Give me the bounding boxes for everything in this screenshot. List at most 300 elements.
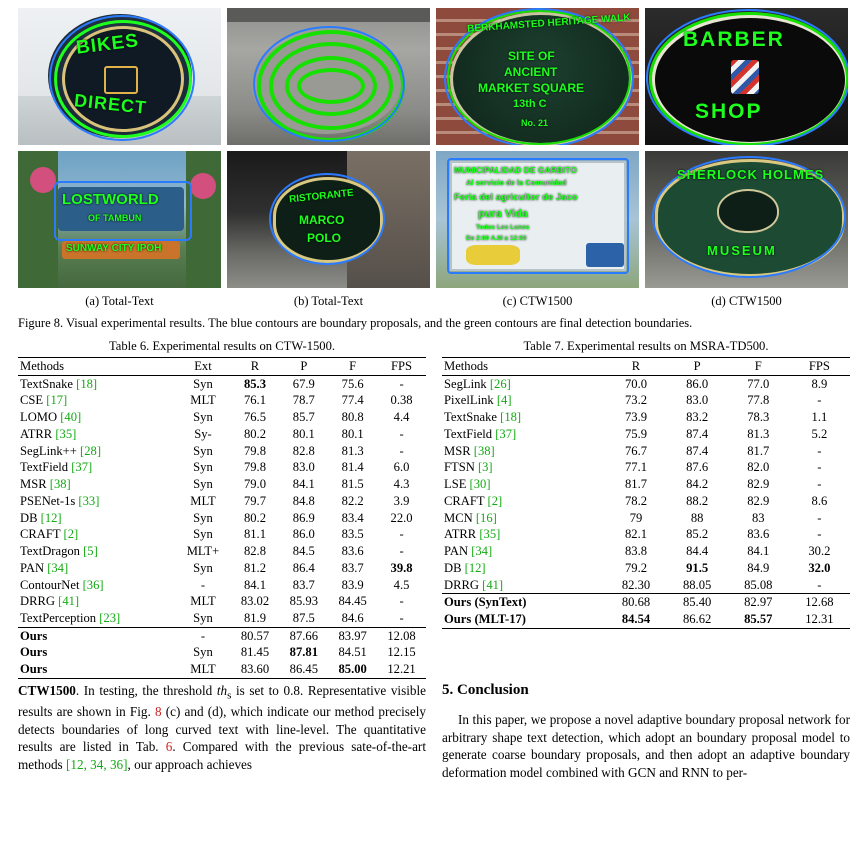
table-row <box>18 560 426 577</box>
cell-p: 80.1 <box>292 426 315 441</box>
figure-subcaptions <box>18 294 850 309</box>
cell-method <box>18 426 175 443</box>
cell-f: 81.3 <box>747 426 770 441</box>
cell-fps: 12.15 <box>387 645 416 660</box>
cell-method <box>442 510 605 527</box>
cell-ext: Syn <box>193 460 213 475</box>
citation-ref[interactable]: [18] <box>72 376 98 391</box>
cell-method <box>442 375 605 392</box>
cell-p: 88.05 <box>682 577 712 592</box>
citation-ref[interactable]: [34] <box>44 560 69 575</box>
cell-r: 73.9 <box>624 410 648 425</box>
cell-ext: Sy- <box>194 426 212 441</box>
cell-p: 83.0 <box>686 393 709 408</box>
cell-r: 81.7 <box>624 477 648 492</box>
cell-fps: 8.9 <box>789 375 850 392</box>
figure-8 <box>18 8 850 332</box>
citation-ref[interactable]: [18] <box>496 410 522 425</box>
table-row <box>442 510 850 527</box>
figure-image-barber-shop: BARBER SHOP <box>645 8 848 145</box>
method-label: SegLink <box>444 376 487 391</box>
cell-method <box>442 459 605 476</box>
cell-f: 84.45 <box>338 594 367 609</box>
cell-f: 80.8 <box>341 410 364 425</box>
cell-fps: - <box>817 510 822 525</box>
method-label: CSE <box>20 393 44 408</box>
method-label: TextField <box>444 426 493 441</box>
cell-r: 79.2 <box>624 560 648 575</box>
cell-ext: Syn <box>193 527 213 542</box>
cell-method <box>18 661 175 678</box>
figure-caption: Figure 8. Visual experimental results. The blue contours are boundary proposals, and the green contours are final detection boundaries. <box>18 316 693 330</box>
figure-row-top <box>18 8 850 145</box>
cell-p: 85.2 <box>686 527 709 542</box>
cell-p: 91.5 <box>686 560 709 575</box>
table-row <box>442 443 850 460</box>
cell-ext: MLT <box>190 594 216 609</box>
cell-p: 84.2 <box>686 477 709 492</box>
citation-ref[interactable]: [36] <box>79 577 104 592</box>
method-label: TextSnake <box>20 376 73 391</box>
cell-r: 85.3 <box>231 375 280 392</box>
cell-p: 82.8 <box>292 443 315 458</box>
cell-method <box>442 443 605 460</box>
table-row <box>18 543 426 560</box>
table-row <box>18 510 426 527</box>
table-6-title: Table 6. Experimental results on CTW-1500. <box>108 339 336 353</box>
cell-f: 84.51 <box>338 645 367 660</box>
table-row <box>18 375 426 392</box>
cell-r: 81.1 <box>243 527 266 542</box>
method-label: MSR <box>444 443 471 458</box>
cell-r: 80.68 <box>605 594 666 611</box>
cell-fps: 22.0 <box>390 510 413 525</box>
cell-fps: 12.21 <box>377 661 426 678</box>
cell-p: 83.0 <box>292 460 315 475</box>
cell-p: 78.7 <box>292 393 315 408</box>
citation-ref[interactable]: [12, 34, 36] <box>66 756 128 772</box>
table-row <box>442 426 850 443</box>
t6-col-p: P <box>279 358 328 376</box>
citation-ref[interactable]: [37] <box>492 426 517 441</box>
citation-ref[interactable]: [3] <box>474 460 493 475</box>
cell-ext: - <box>200 577 206 592</box>
cell-ext: Syn <box>193 443 213 458</box>
cell-f: 82.9 <box>747 477 770 492</box>
cell-method <box>18 443 175 460</box>
cell-ext: Syn <box>175 375 230 392</box>
citation-ref[interactable]: [23] <box>96 611 121 626</box>
cell-method <box>18 510 175 527</box>
cell-p: 88.2 <box>686 493 709 508</box>
cell-ext: Syn <box>193 410 213 425</box>
method-label: Ours <box>20 645 48 660</box>
figure-image-ristorante-marco-polo: RISTORANTE MARCO POLO <box>227 151 430 288</box>
cell-fps: 4.5 <box>393 577 410 592</box>
cell-r: 84.54 <box>605 611 666 628</box>
table-row <box>442 459 850 476</box>
cell-ext: - <box>175 627 230 644</box>
figure-subcaption-a: (a) Total-Text <box>85 294 154 308</box>
t6-col-ext: Ext <box>175 358 230 376</box>
cell-r: 70.0 <box>605 375 666 392</box>
cell-fps: 6.0 <box>393 460 410 475</box>
citation-ref[interactable]: [41] <box>55 594 80 609</box>
cell-r: 81.2 <box>243 560 266 575</box>
cell-method <box>442 611 605 628</box>
t7-col-methods: Methods <box>442 358 605 376</box>
cell-method <box>18 627 175 644</box>
cell-method <box>18 560 175 577</box>
cell-f: 85.08 <box>744 577 773 592</box>
table-row <box>442 375 850 392</box>
t7-col-p: P <box>667 358 728 376</box>
cell-r: 82.8 <box>243 544 266 559</box>
cell-fps: - <box>817 393 822 408</box>
cell-f: 83.4 <box>341 510 364 525</box>
table-row <box>18 459 426 476</box>
cell-r: 81.9 <box>243 611 266 626</box>
figure-image-municipalidad-garbito: MUNICIPALIDAD DE GARBITO Al servicio de la Comunidad Feria del agricultor de Jaco pura Vida Todos Los Lunes De 2:00 A.M a 12:00 <box>436 151 639 288</box>
cell-fps: - <box>817 477 822 492</box>
method-label: Ours (SynText) <box>444 595 527 610</box>
table-7 <box>442 357 850 629</box>
cell-r: 76.7 <box>624 443 648 458</box>
ctw1500-lead: CTW1500 <box>18 683 76 698</box>
cell-fps: 12.31 <box>789 611 850 628</box>
cell-f: 84.1 <box>747 544 770 559</box>
cell-r: 84.1 <box>243 577 266 592</box>
table-row <box>442 560 850 577</box>
cell-f: 82.97 <box>728 594 789 611</box>
cell-method <box>442 476 605 493</box>
t7-col-fps: FPS <box>789 358 850 376</box>
method-label: Ours <box>20 628 48 643</box>
cell-r: 75.9 <box>624 426 648 441</box>
method-label: MSR <box>20 477 47 492</box>
cell-ext: MLT <box>175 661 230 678</box>
cell-r: 83.60 <box>231 661 280 678</box>
table-row <box>18 443 426 460</box>
cell-fps: - <box>399 426 404 441</box>
cell-f: 85.00 <box>328 661 377 678</box>
table-row <box>18 526 426 543</box>
cell-r: 79 <box>629 510 643 525</box>
table-6-wrapper <box>18 339 426 679</box>
cell-f: 83.6 <box>747 527 770 542</box>
citation-ref[interactable]: [34] <box>468 544 493 559</box>
figure-image-berkhamsted-plaque: BERKHAMSTED HERITAGE WALK SITE OF ANCIENT MARKET SQUARE 13th C No. 21 <box>436 8 639 145</box>
table-7-title: Table 7. Experimental results on MSRA-TD500. <box>523 339 769 353</box>
cell-f: 82.0 <box>747 460 770 475</box>
table-row <box>442 493 850 510</box>
cell-f: 82.2 <box>341 493 364 508</box>
table-row <box>18 593 426 610</box>
cell-method <box>18 593 175 610</box>
method-label: ContourNet <box>20 577 80 592</box>
cell-method <box>18 493 175 510</box>
table-row <box>442 392 850 409</box>
body-columns <box>18 682 850 787</box>
citation-ref[interactable]: [17] <box>43 393 68 408</box>
citation-ref[interactable]: [38] <box>46 477 71 492</box>
table-row <box>18 476 426 493</box>
table-row <box>442 476 850 493</box>
citation-ref[interactable]: [28] <box>76 443 102 458</box>
cell-ext: Syn <box>193 645 213 660</box>
method-label: TextPerception <box>20 611 97 626</box>
figure-row-bottom <box>18 151 850 288</box>
cell-ext: Syn <box>193 477 213 492</box>
figure-subcaption-b: (b) Total-Text <box>293 294 364 308</box>
cell-fps: 12.08 <box>377 627 426 644</box>
cell-method <box>442 409 605 426</box>
table-row <box>18 610 426 627</box>
cell-f: 80.1 <box>341 426 364 441</box>
cell-f: 84.6 <box>341 611 364 626</box>
cell-p: 84.8 <box>292 493 315 508</box>
cell-method <box>442 493 605 510</box>
cell-method <box>18 409 175 426</box>
citation-ref[interactable]: [26] <box>486 376 511 391</box>
citation-ref[interactable]: [2] <box>484 493 503 508</box>
cell-f: 84.9 <box>747 560 770 575</box>
cell-p: 87.81 <box>289 645 318 660</box>
cell-fps: - <box>377 375 426 392</box>
conclusion-paragraph: In this paper, we propose a novel adaptive boundary proposal network for arbitrary shape text detection, which adopt an boundary proposal model to generate coarse boundary proposals, and then adopt an adaptive boundary deformation model combined with GCN and RNN to per- <box>442 712 850 780</box>
cell-r: 80.2 <box>243 510 266 525</box>
cell-fps: 8.6 <box>811 493 828 508</box>
cell-f: 83.97 <box>328 627 377 644</box>
figure-subcaption-c: (c) CTW1500 <box>502 294 573 308</box>
cell-method <box>18 577 175 594</box>
cell-p: 87.4 <box>686 426 709 441</box>
table-row <box>18 392 426 409</box>
cell-fps: - <box>399 544 404 559</box>
cell-f: 83.7 <box>341 560 364 575</box>
cell-f: 82.9 <box>747 493 770 508</box>
citation-ref[interactable]: [16] <box>472 510 497 525</box>
citation-ref[interactable]: [12] <box>37 510 62 525</box>
citation-ref[interactable]: [12] <box>461 560 486 575</box>
cell-fps: - <box>399 611 404 626</box>
method-label: LOMO <box>20 410 58 425</box>
cell-p: 84.4 <box>686 544 709 559</box>
citation-ref[interactable]: [35] <box>476 527 501 542</box>
method-label: ATRR <box>444 527 477 542</box>
citation-ref[interactable]: [2] <box>60 527 79 542</box>
cell-fps: 30.2 <box>808 544 831 559</box>
cell-fps: - <box>399 443 404 458</box>
method-label: Ours (MLT-17) <box>444 612 526 627</box>
figure-ref[interactable]: Fig. 8 <box>129 704 162 720</box>
right-column <box>442 682 850 787</box>
cell-fps: 1.1 <box>811 410 828 425</box>
figure-image-sherlock-holmes-museum: SHERLOCK HOLMES MUSEUM <box>645 151 848 288</box>
citation-ref[interactable]: [5] <box>79 544 98 559</box>
t7-col-f: F <box>728 358 789 376</box>
cell-fps: 32.0 <box>808 560 831 575</box>
table-6 <box>18 357 426 679</box>
method-label: PAN <box>20 560 45 575</box>
citation-ref[interactable]: [38] <box>470 443 495 458</box>
method-label: PSENet-1s <box>20 493 76 508</box>
cell-f: 81.3 <box>341 443 364 458</box>
table-row <box>442 611 850 628</box>
cell-p: 67.9 <box>279 375 328 392</box>
cell-method <box>442 560 605 577</box>
cell-f: 77.8 <box>747 393 770 408</box>
cell-fps: 5.2 <box>811 426 828 441</box>
ctw1500-paragraph-text: . In testing, the threshold $th_s$ is set to 0.8. Representative visible results are shown in Fig. 8 (c) and (d), which indicate our method precisely detects boundaries of long curved text with line-level. The quantitative results are listed in Tab. 6. Compared with the previous sate-of-the-art methods [12, 34, 36], our approach achieves <box>18 683 427 772</box>
cell-p: 85.7 <box>292 410 315 425</box>
figure-image-bikes-direct: BIKES DIRECT <box>18 8 221 145</box>
table-row <box>442 577 850 594</box>
table-row <box>442 409 850 426</box>
table-row <box>18 577 426 594</box>
cell-p: 84.5 <box>292 544 315 559</box>
cell-f: 77.4 <box>341 393 364 408</box>
cell-fps: - <box>399 527 404 542</box>
cell-p: 86.45 <box>279 661 328 678</box>
citation-ref[interactable]: [30] <box>466 477 491 492</box>
cell-r: 83.8 <box>624 544 648 559</box>
method-label: SegLink++ <box>20 443 77 458</box>
method-label: CRAFT <box>20 527 61 542</box>
method-label: TextSnake <box>444 410 497 425</box>
cell-f: 83.5 <box>341 527 364 542</box>
method-label: DRRG <box>444 577 479 592</box>
cell-f: 81.5 <box>341 477 364 492</box>
cell-fps: - <box>399 594 404 609</box>
cell-method <box>18 526 175 543</box>
t6-col-methods: Methods <box>18 358 175 376</box>
cell-fps: - <box>817 527 822 542</box>
citation-ref[interactable]: [33] <box>75 493 100 508</box>
table-row <box>18 493 426 510</box>
cell-p: 88 <box>690 510 704 525</box>
method-label: MCN <box>444 510 473 525</box>
cell-p: 85.40 <box>667 594 728 611</box>
tables-region <box>18 339 850 679</box>
cell-r: 80.2 <box>243 426 266 441</box>
threshold-symbol: $th_s$ <box>216 683 232 702</box>
cell-ext: Syn <box>193 611 213 626</box>
method-label: PixelLink <box>444 393 494 408</box>
cell-method <box>18 610 175 627</box>
cell-r: 78.2 <box>624 493 648 508</box>
table-ref[interactable]: Tab. 6 <box>135 739 173 755</box>
cell-method <box>442 426 605 443</box>
cell-f: 83.6 <box>341 544 364 559</box>
t6-col-r: R <box>231 358 280 376</box>
figure-image-lost-world: LOSTWORLD OF TAMBUN SUNWAY CITY IPOH <box>18 151 221 288</box>
cell-f: 75.6 <box>328 375 377 392</box>
left-column <box>18 682 426 787</box>
ctw1500-paragraph <box>18 682 426 773</box>
cell-method <box>442 543 605 560</box>
table-7-wrapper <box>442 339 850 679</box>
figure-subcaption-d: (d) CTW1500 <box>711 294 782 308</box>
table-row <box>442 594 850 611</box>
cell-method <box>442 526 605 543</box>
cell-r: 77.1 <box>624 460 648 475</box>
table-row <box>18 426 426 443</box>
cell-p: 86.0 <box>667 375 728 392</box>
table-row <box>18 627 426 644</box>
cell-method <box>18 644 175 661</box>
cell-method <box>18 543 175 560</box>
cell-p: 86.62 <box>667 611 728 628</box>
cell-p: 86.4 <box>292 560 315 575</box>
cell-p: 83.7 <box>292 577 315 592</box>
citation-ref[interactable]: [37] <box>68 460 93 475</box>
cell-f: 83.9 <box>341 577 364 592</box>
table-row <box>18 644 426 661</box>
cell-method <box>18 375 175 392</box>
method-label: TextField <box>20 460 69 475</box>
cell-p: 86.0 <box>292 527 315 542</box>
cell-r: 79.0 <box>243 477 266 492</box>
cell-p: 87.5 <box>292 611 315 626</box>
cell-fps: 4.4 <box>393 410 410 425</box>
cell-method <box>442 577 605 594</box>
method-label: CRAFT <box>444 493 485 508</box>
citation-ref[interactable]: [4] <box>493 393 512 408</box>
cell-r: 76.5 <box>243 410 266 425</box>
cell-p: 84.1 <box>292 477 315 492</box>
cell-p: 87.6 <box>686 460 709 475</box>
cell-fps: 4.3 <box>393 477 410 492</box>
citation-ref[interactable]: [40] <box>57 410 82 425</box>
cell-f: 83 <box>751 510 765 525</box>
citation-ref[interactable]: [41] <box>479 577 504 592</box>
cell-ext: MLT+ <box>186 544 220 559</box>
cell-f: 78.3 <box>747 410 770 425</box>
cell-fps: - <box>817 443 822 458</box>
cell-method <box>442 594 605 611</box>
cell-r: 79.8 <box>243 460 266 475</box>
cell-ext: Syn <box>193 560 213 575</box>
method-label: DB <box>444 560 462 575</box>
t7-col-r: R <box>605 358 666 376</box>
cell-r: 81.45 <box>240 645 270 660</box>
cell-p: 85.93 <box>289 594 318 609</box>
method-label: ATRR <box>20 426 53 441</box>
citation-ref[interactable]: [35] <box>52 426 77 441</box>
cell-r: 80.57 <box>231 627 280 644</box>
cell-fps: 3.9 <box>393 493 410 508</box>
method-label: TextDragon <box>20 544 80 559</box>
cell-fps: 0.38 <box>390 393 413 408</box>
cell-r: 82.1 <box>624 527 648 542</box>
method-label: Ours <box>20 662 48 677</box>
t6-col-fps: FPS <box>377 358 426 376</box>
cell-method <box>442 392 605 409</box>
cell-f: 85.57 <box>728 611 789 628</box>
figure-image-circular-sign <box>227 8 430 145</box>
cell-r: 79.7 <box>243 493 266 508</box>
cell-r: 76.1 <box>243 393 266 408</box>
method-label: DB <box>20 510 38 525</box>
cell-method <box>18 392 175 409</box>
cell-fps: - <box>817 460 822 475</box>
cell-p: 87.4 <box>686 443 709 458</box>
cell-r: 83.02 <box>240 594 270 609</box>
conclusion-heading: 5. Conclusion <box>442 682 529 698</box>
method-label: DRRG <box>20 594 55 609</box>
cell-p: 87.66 <box>279 627 328 644</box>
